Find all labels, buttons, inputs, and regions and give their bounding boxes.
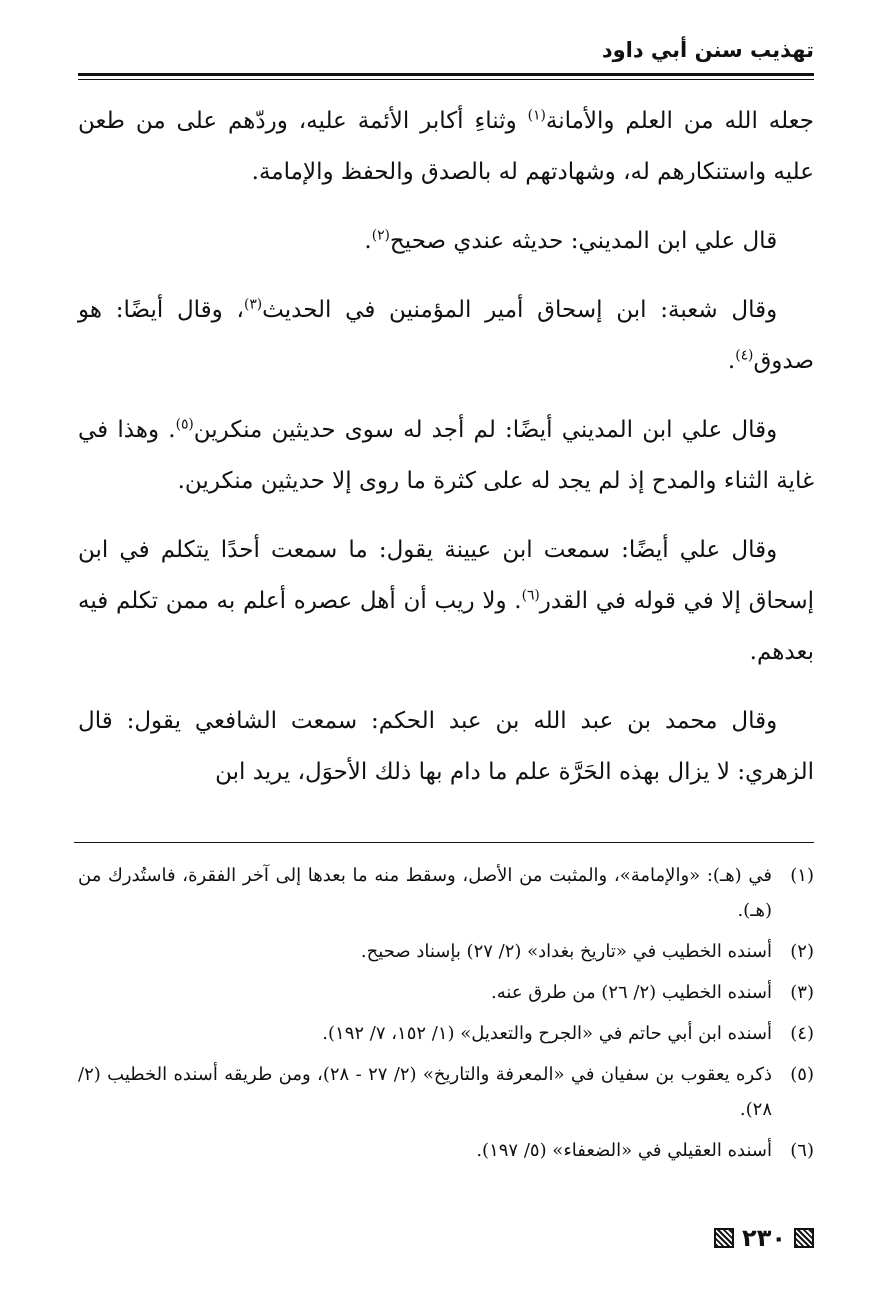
header-rule-thin — [78, 79, 814, 80]
paragraph: وقال محمد بن عبد الله بن عبد الحكم: سمعت الشافعي يقول: قال الزهري: لا يزال بهذه الحَرَّة علم ما دام بها ذلك الأحوَل، يريد ابن — [78, 708, 814, 785]
footnote-text: في (هـ): «والإمامة»، والمثبت من الأصل، وسقط منه ما بعدها إلى آخر الفقرة، فاستُدرك من (هـ). — [78, 865, 772, 921]
footnote-number: (٤) — [790, 1023, 814, 1044]
paragraph: جعله الله من العلم والأمانة$^{(١)}$ وثناءِ أكابر الأئمة عليه، وردّهم على من طعن عليه واستنكارهم له، وشهادتهم له بالصدق والحفظ والإمامة. — [78, 107, 814, 185]
main-text — [78, 96, 814, 816]
footnote-text: أسنده الخطيب في «تاريخ بغداد» (٢/ ٢٧) بإسناد صحيح. — [360, 941, 772, 962]
footnote-number: (٥) — [790, 1064, 814, 1085]
footnote-text: أسنده ابن أبي حاتم في «الجرح والتعديل» (١/ ١٥٢، ٧/ ١٩٢). — [322, 1023, 772, 1044]
footnote-ref[interactable]: (٣) — [243, 296, 263, 313]
paragraph: وقال شعبة: ابن إسحاق أمير المؤمنين في الحديث$^{(٣)}$، وقال أيضًا: هو صدوق$^{(٤)}$. — [78, 296, 814, 374]
footnote-number: (٢) — [790, 941, 814, 962]
page-footer — [714, 1224, 814, 1252]
footnote-ref[interactable]: (٤) — [735, 347, 754, 364]
footnote-ref[interactable]: (٥) — [175, 416, 194, 433]
footnote-text: أسنده العقيلي في «الضعفاء» (٥/ ١٩٧). — [476, 1140, 772, 1161]
ornament-icon — [794, 1228, 814, 1248]
footnote — [78, 1057, 814, 1127]
footnote-ref[interactable]: (٢) — [371, 227, 390, 244]
footnote — [78, 1133, 814, 1168]
ornament-icon — [714, 1228, 734, 1248]
footnote-ref[interactable]: (١) — [527, 107, 546, 124]
footnote — [78, 1016, 814, 1051]
footnote-number: (١) — [790, 865, 814, 886]
paragraph: قال علي ابن المديني: حديثه عندي صحيح$^{(٢)}$. — [364, 227, 778, 254]
footnote-text: ذكره يعقوب بن سفيان في «المعرفة والتاريخ» (٢/ ٢٧ - ٢٨)، ومن طريقه أسنده الخطيب (٢/ ٢٨). — [78, 1064, 772, 1120]
page-number: ٢٣٠ — [742, 1224, 786, 1252]
paragraph: وقال علي ابن المديني أيضًا: لم أجد له سوى حديثين منكرين$^{(٥)}$. وهذا في غاية الثناء والمدح إذ لم يجد له على كثرة ما روى إلا حديثين منكرين. — [78, 416, 814, 494]
footnote-number: (٣) — [790, 982, 814, 1003]
paragraph: وقال علي أيضًا: سمعت ابن عيينة يقول: ما سمعت أحدًا يتكلم في ابن إسحاق إلا في قوله في القدر$^{(٦)}$. ولا ريب أن أهل عصره أعلم به ممن تكلم فيه بعدهم. — [78, 537, 814, 665]
footnote — [78, 934, 814, 969]
running-title: تهذيب سنن أبي داود — [601, 38, 814, 62]
footnote-separator — [74, 842, 814, 843]
footnote — [78, 858, 814, 928]
footnote-text: أسنده الخطيب (٢/ ٢٦) من طرق عنه. — [491, 982, 772, 1003]
header-rule-thick — [78, 73, 814, 76]
footnote-ref[interactable]: (٦) — [521, 587, 540, 604]
footnote — [78, 975, 814, 1010]
footnote-number: (٦) — [790, 1140, 814, 1161]
footnotes — [78, 858, 814, 1174]
